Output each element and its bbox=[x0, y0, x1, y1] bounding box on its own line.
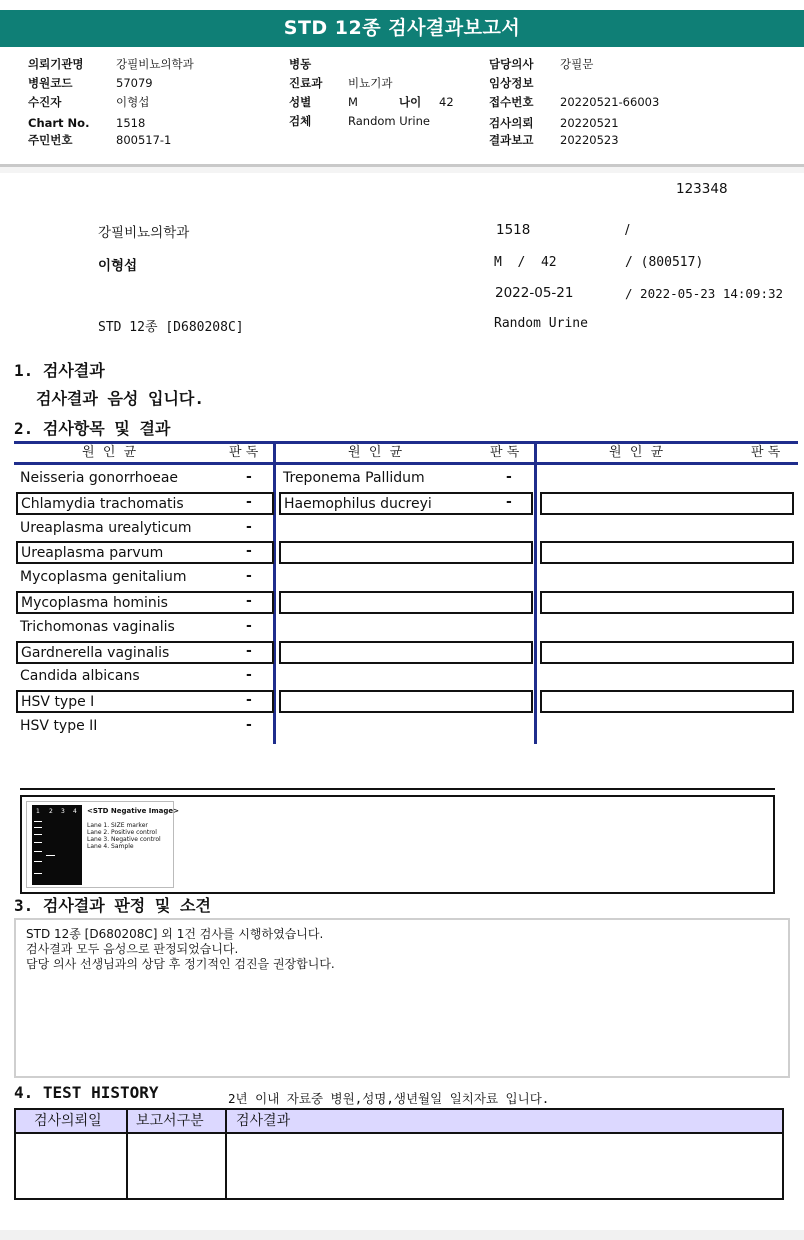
pathogen-name: HSV type I bbox=[16, 690, 274, 713]
header-label: 병원코드 bbox=[28, 76, 73, 90]
gel-band bbox=[34, 861, 42, 862]
column-header-pathogen: 원 인 균 bbox=[82, 445, 137, 460]
header-value: 20220521-66003 bbox=[560, 95, 660, 109]
patient-clinic: 강필비뇨의학과 bbox=[98, 225, 190, 241]
empty-result-cell bbox=[279, 641, 533, 664]
gel-band bbox=[34, 834, 42, 835]
header-value: 강필문 bbox=[560, 57, 594, 71]
empty-result-cell bbox=[540, 690, 794, 713]
patient-chart: 1518 bbox=[496, 222, 531, 238]
header-label: 병동 bbox=[289, 57, 312, 71]
report-title: STD 12종 검사결과보고서 bbox=[0, 10, 804, 47]
header-value: 1518 bbox=[116, 116, 146, 130]
empty-result-cell bbox=[279, 591, 533, 614]
header-label: 접수번호 bbox=[489, 95, 534, 109]
column-header-result: 판 독 bbox=[751, 445, 781, 460]
patient-specimen: Random Urine bbox=[494, 316, 588, 331]
opinion-line: 검사결과 모두 음성으로 판정되었습니다. bbox=[26, 942, 239, 956]
header-label: 수진자 bbox=[28, 95, 62, 109]
gel-image bbox=[26, 801, 180, 888]
header-value: M bbox=[348, 95, 358, 109]
section1-title: 1. 검사결과 bbox=[14, 361, 105, 380]
table-column-divider bbox=[534, 441, 537, 744]
header-label: 주민번호 bbox=[28, 133, 73, 147]
result-value: - bbox=[246, 518, 252, 535]
pathogen-name: Treponema Pallidum bbox=[283, 470, 425, 486]
result-value: - bbox=[246, 543, 252, 560]
pathogen-name: Neisseria gonorrhoeae bbox=[20, 470, 179, 486]
lane-number: 4 bbox=[73, 808, 77, 815]
result-value: - bbox=[246, 667, 252, 684]
header-value: 800517-1 bbox=[116, 133, 172, 147]
empty-result-cell bbox=[540, 641, 794, 664]
header-label: 나이 bbox=[399, 95, 422, 109]
lane-number: 2 bbox=[49, 808, 53, 815]
header-band bbox=[0, 167, 804, 173]
history-header-result: 검사결과 bbox=[236, 1113, 291, 1129]
gel-legend-line: Lane 3. Negative control bbox=[87, 836, 161, 843]
header-value: 비뇨기과 bbox=[348, 76, 393, 90]
column-header-pathogen: 원 인 균 bbox=[609, 445, 664, 460]
result-value: - bbox=[246, 568, 252, 585]
history-header-report-type: 보고서구분 bbox=[136, 1113, 204, 1129]
history-header-row bbox=[16, 1110, 782, 1134]
patient-code: 123348 bbox=[676, 181, 728, 197]
result-value: - bbox=[506, 469, 512, 485]
gel-electrophoresis-picture bbox=[32, 805, 82, 885]
section2-title: 2. 검사항목 및 결과 bbox=[14, 419, 171, 438]
header-value: Random Urine bbox=[348, 114, 430, 128]
history-table bbox=[14, 1108, 784, 1200]
result-value: - bbox=[246, 493, 252, 510]
result-value: - bbox=[246, 717, 252, 733]
gel-band bbox=[34, 821, 42, 822]
patient-name: 이형섭 bbox=[98, 258, 138, 274]
pathogen-name: Haemophilus ducreyi bbox=[279, 492, 533, 515]
patient-request-date: 2022-05-21 bbox=[495, 285, 574, 301]
header-label: 결과보고 bbox=[489, 133, 534, 147]
patient-sex-age: M / 42 bbox=[494, 255, 557, 270]
header-value: 57079 bbox=[116, 76, 153, 90]
gel-legend bbox=[87, 808, 179, 850]
header-value: 강필비뇨의학과 bbox=[116, 57, 194, 71]
patient-slash: / bbox=[625, 222, 630, 238]
header-label: 성별 bbox=[289, 95, 312, 109]
column-header-result: 판 독 bbox=[229, 445, 259, 460]
pathogen-name: Ureaplasma parvum bbox=[16, 541, 274, 564]
header-value: 이형섭 bbox=[116, 95, 150, 109]
opinion-box bbox=[14, 918, 790, 1078]
empty-result-cell bbox=[279, 690, 533, 713]
gel-top-rule bbox=[20, 788, 775, 790]
gel-legend-line: Lane 1. SIZE marker bbox=[87, 822, 148, 829]
header-value: 20220523 bbox=[560, 133, 619, 147]
result-value: - bbox=[246, 469, 252, 485]
gel-legend-line: Lane 4. Sample bbox=[87, 843, 134, 850]
section1-summary: 검사결과 음성 입니다. bbox=[36, 389, 205, 408]
history-column-divider bbox=[126, 1110, 128, 1198]
table-header-rule bbox=[14, 462, 798, 465]
gel-band bbox=[46, 855, 55, 856]
history-column-divider bbox=[225, 1110, 227, 1198]
result-value: - bbox=[246, 593, 252, 609]
pathogen-name: Chlamydia trachomatis bbox=[16, 492, 274, 515]
empty-result-cell bbox=[540, 591, 794, 614]
result-value: - bbox=[246, 642, 252, 659]
lane-number: 1 bbox=[36, 808, 40, 815]
pathogen-name: Candida albicans bbox=[20, 668, 140, 685]
patient-test: STD 12종 [D680208C] bbox=[98, 320, 244, 335]
history-header-request-date: 검사의뢰일 bbox=[34, 1113, 102, 1129]
header-label: 검체 bbox=[289, 114, 312, 128]
gel-image-box bbox=[20, 795, 775, 894]
pathogen-name: Gardnerella vaginalis bbox=[16, 641, 274, 664]
result-value: - bbox=[246, 692, 252, 709]
header-label: Chart No. bbox=[28, 116, 90, 130]
history-note: 2년 이내 자료중 병원,성명,생년월일 일치자료 입니다. bbox=[228, 1091, 550, 1106]
empty-result-cell bbox=[279, 541, 533, 564]
gel-band bbox=[34, 827, 42, 828]
result-value: - bbox=[506, 493, 512, 510]
empty-result-cell bbox=[540, 492, 794, 515]
opinion-line: STD 12종 [D680208C] 외 1건 검사를 시행하였습니다. bbox=[26, 927, 324, 941]
column-header-result: 판 독 bbox=[490, 445, 520, 460]
header-value: 42 bbox=[439, 95, 454, 109]
result-value: - bbox=[246, 617, 252, 634]
header-label: 검사의뢰 bbox=[489, 116, 534, 130]
header-value: 20220521 bbox=[560, 116, 619, 130]
section3-title: 3. 검사결과 판정 및 소견 bbox=[14, 896, 211, 915]
gel-band bbox=[34, 851, 42, 852]
header-label: 의뢰기관명 bbox=[28, 57, 84, 71]
gel-legend-line: Lane 2. Positive control bbox=[87, 829, 157, 836]
pathogen-name: Mycoplasma genitalium bbox=[20, 569, 187, 586]
pathogen-name: Mycoplasma hominis bbox=[16, 591, 274, 614]
gel-band bbox=[34, 842, 42, 843]
pathogen-name: Ureaplasma urealyticum bbox=[20, 519, 192, 536]
gel-heading: <STD Negative Image> bbox=[87, 807, 180, 815]
header-label: 담당의사 bbox=[489, 57, 534, 71]
gel-band bbox=[34, 873, 42, 874]
header-label: 진료과 bbox=[289, 76, 323, 90]
header-info bbox=[0, 55, 804, 163]
pathogen-name: Trichomonas vaginalis bbox=[20, 618, 175, 635]
header-label: 임상정보 bbox=[489, 76, 534, 90]
results-table bbox=[14, 441, 798, 744]
section4-title: 4. TEST HISTORY bbox=[14, 1083, 159, 1102]
opinion-line: 담당 의사 선생님과의 상담 후 정기적인 검진을 권장합니다. bbox=[26, 957, 335, 971]
patient-birth: / (800517) bbox=[625, 255, 704, 270]
pathogen-name: HSV type II bbox=[20, 718, 98, 734]
column-header-pathogen: 원 인 균 bbox=[348, 445, 403, 460]
patient-report-datetime: / 2022-05-23 14:09:32 bbox=[625, 286, 784, 301]
lane-number: 3 bbox=[61, 808, 65, 815]
empty-result-cell bbox=[540, 541, 794, 564]
